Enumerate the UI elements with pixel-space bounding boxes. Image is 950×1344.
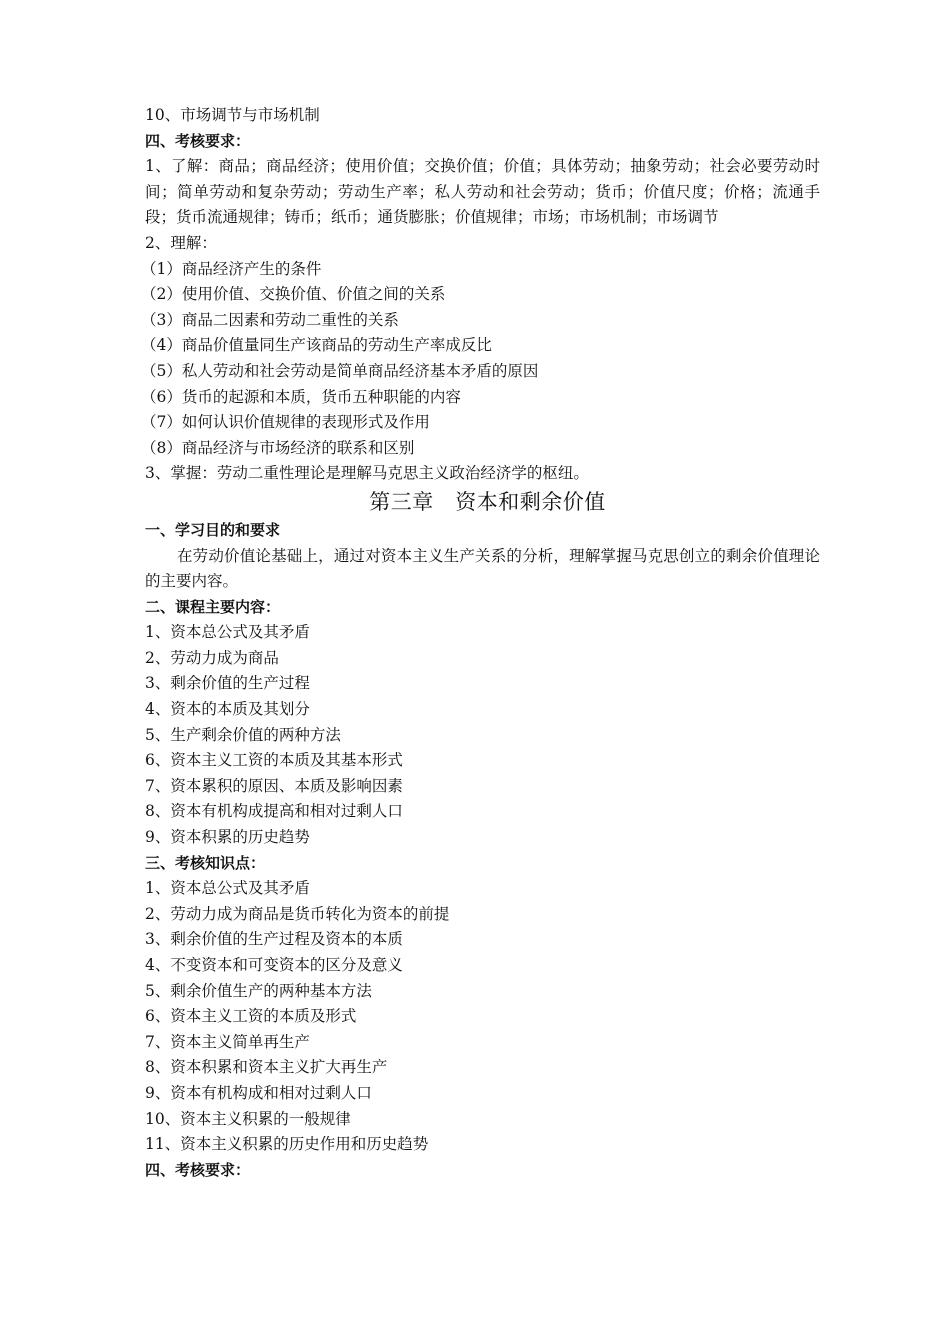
list-item: 8、资本积累和资本主义扩大再生产	[145, 1058, 388, 1077]
list-item: （8）商品经济与市场经济的联系和区别	[141, 438, 415, 457]
list-item: 1、资本总公式及其矛盾	[145, 879, 310, 898]
list-item: 9、资本有机构成和相对过剩人口	[145, 1083, 372, 1102]
chapter-title: 第三章 资本和剩余价值	[369, 489, 606, 514]
list-item: 9、资本积累的历史趋势	[145, 828, 310, 847]
list-item: （4）商品价值量同生产该商品的劳动生产率成反比	[141, 336, 492, 355]
paragraph: 在劳动价值论基础上，通过对资本主义生产关系的分析，理解掌握马克思创立的剩余价值理论的主要内容。	[145, 546, 820, 591]
list-item: 1、资本总公式及其矛盾	[145, 623, 310, 642]
list-item: （5）私人劳动和社会劳动是简单商品经济基本矛盾的原因	[141, 361, 539, 380]
list-item: 5、剩余价值生产的两种基本方法	[145, 981, 372, 1000]
paragraph: 1、了解：商品；商品经济；使用价值；交换价值；价值；具体劳动；抽象劳动；社会必要劳动时间；简单劳动和复杂劳动；劳动生产率；私人劳动和社会劳动；货币；价值尺度；价格；流通手段；货币流通规律；铸币；纸币；通货膨胀；价值规律；市场；市场机制；市场调节	[145, 157, 820, 227]
list-item: 2、劳动力成为商品	[145, 648, 279, 667]
list-item: 2、理解：	[145, 233, 217, 252]
list-item: 8、资本有机构成提高和相对过剩人口	[145, 802, 403, 821]
section-heading: 四、考核要求：	[145, 1160, 251, 1179]
section-heading: 四、考核要求：	[145, 131, 251, 150]
list-item: 3、掌握：劳动二重性理论是理解马克思主义政治经济学的枢纽。	[145, 464, 589, 483]
section-heading: 二、课程主要内容：	[145, 597, 281, 616]
list-item: 11、资本主义积累的历史作用和历史趋势	[145, 1135, 429, 1154]
list-item: 4、不变资本和可变资本的区分及意义	[145, 956, 403, 974]
list-item: 6、资本主义工资的本质及其基本形式	[145, 751, 403, 770]
list-item: （6）货币的起源和本质，货币五种职能的内容	[141, 387, 461, 406]
list-item: 5、生产剩余价值的两种方法	[145, 725, 341, 744]
list-item: （7）如何认识价值规律的表现形式及作用	[141, 413, 430, 432]
section-heading: 一、学习目的和要求	[145, 520, 281, 539]
list-item: 6、资本主义工资的本质及形式	[145, 1007, 357, 1026]
list-item: 3、剩余价值的生产过程	[145, 674, 310, 693]
list-item: 10、市场调节与市场机制	[145, 106, 320, 124]
list-item: （3）商品二因素和劳动二重性的关系	[141, 310, 399, 329]
list-item: （2）使用价值、交换价值、价值之间的关系	[141, 285, 446, 304]
list-item: 2、劳动力成为商品是货币转化为资本的前提	[145, 904, 450, 923]
document-page	[141, 103, 820, 1183]
list-item: 4、资本的本质及其划分	[145, 700, 310, 719]
list-item: （1）商品经济产生的条件	[141, 259, 322, 278]
section-heading: 三、考核知识点：	[145, 853, 266, 872]
list-item: 3、剩余价值的生产过程及资本的本质	[145, 930, 403, 949]
list-item: 7、资本累积的原因、本质及影响因素	[145, 776, 403, 795]
list-item: 7、资本主义简单再生产	[145, 1032, 310, 1051]
list-item: 10、资本主义积累的一般规律	[145, 1109, 351, 1128]
